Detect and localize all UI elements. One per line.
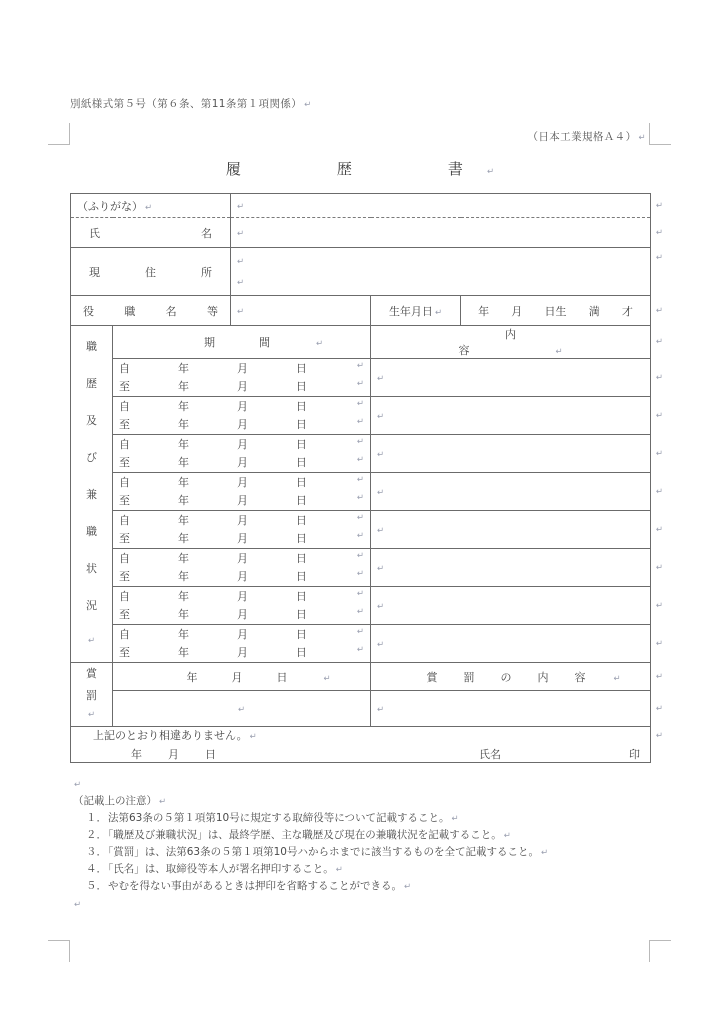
table-row-awards-header — [71, 663, 651, 691]
pilcrow-icon: ↵ — [145, 202, 153, 213]
table-row-career-entry — [71, 397, 651, 435]
pilcrow-icon: ↵ — [237, 257, 245, 267]
career-label-char-3: び — [86, 451, 97, 465]
career-content-cell[interactable] — [371, 511, 664, 549]
pilcrow-icon: ↵ — [377, 488, 385, 498]
pilcrow-icon: ↵ — [237, 229, 245, 239]
pilcrow-icon: ↵ — [87, 636, 96, 647]
note-text: やむを得ない事由があるときは押印を省略することができる。 — [108, 879, 402, 892]
awards-vertical-label — [77, 664, 106, 726]
career-content-header — [371, 326, 664, 359]
pilcrow-icon: ↵ — [655, 703, 664, 714]
birth-field-year: 年 — [478, 304, 490, 318]
notes-section — [70, 779, 650, 913]
pilcrow-icon: ↵ — [356, 475, 364, 486]
table-row-career-entry — [71, 587, 651, 625]
career-content-cell[interactable] — [371, 549, 664, 587]
document-reference-text: 別紙様式第５号（第６条、第11条第１項関係） — [70, 98, 303, 110]
signature-cell — [71, 727, 664, 763]
pilcrow-icon: ↵ — [356, 492, 364, 503]
birth-field-day: 日生 — [544, 304, 567, 318]
pilcrow-icon: ↵ — [335, 864, 343, 875]
career-vertical-label-cell — [71, 326, 113, 663]
career-period-cell[interactable] — [113, 587, 371, 625]
furigana-input-cell[interactable] — [231, 194, 664, 218]
pilcrow-icon: ↵ — [356, 416, 364, 427]
document-reference — [70, 96, 650, 111]
career-period-to: 至 年 月 日 ↵ — [119, 416, 364, 433]
notes-heading — [70, 793, 650, 810]
pilcrow-icon: ↵ — [356, 551, 364, 562]
page-title-text: 履 歴 書 — [225, 160, 485, 178]
pilcrow-icon: ↵ — [87, 710, 96, 721]
awards-content-cell[interactable] — [371, 691, 664, 727]
signature-month: 月 — [168, 748, 179, 761]
table-row-career-entry — [71, 473, 651, 511]
career-content-cell[interactable] — [371, 397, 664, 435]
list-item — [70, 878, 650, 895]
pilcrow-icon: ↵ — [655, 524, 664, 535]
pilcrow-icon: ↵ — [377, 374, 385, 384]
pilcrow-icon: ↵ — [555, 347, 563, 357]
pilcrow-icon: ↵ — [377, 412, 385, 422]
pilcrow-icon: ↵ — [356, 437, 364, 448]
list-item — [70, 861, 650, 878]
pilcrow-icon: ↵ — [655, 600, 664, 611]
pilcrow-icon: ↵ — [74, 780, 82, 790]
pilcrow-icon: ↵ — [486, 167, 517, 177]
crop-mark-bottom-right — [649, 940, 671, 962]
list-item — [70, 810, 650, 827]
table-row-address — [71, 248, 651, 296]
name-label — [77, 225, 224, 241]
awards-date-cell[interactable] — [113, 691, 371, 727]
table-row-career-entry — [71, 511, 651, 549]
table-row-career-entry — [71, 549, 651, 587]
career-period-to: 至 年 月 日 ↵ — [119, 644, 364, 661]
awards-date-header — [113, 663, 371, 691]
list-item — [70, 844, 650, 861]
awards-content-header-text: 賞罰の内容 — [426, 670, 612, 684]
table-row-career-entry — [71, 625, 651, 663]
career-content-cell[interactable] — [371, 359, 664, 397]
furigana-label: （ふりがな） — [77, 199, 143, 213]
pilcrow-icon: ↵ — [356, 513, 364, 524]
pilcrow-icon: ↵ — [356, 378, 364, 389]
position-label-char-0: 役 — [83, 304, 94, 318]
pilcrow-icon: ↵ — [356, 627, 364, 638]
career-period-from: 自 年 月 日 ↵ — [119, 626, 364, 643]
career-period-to: 至 年 月 日 ↵ — [119, 378, 364, 395]
position-label-char-3: 等 — [206, 304, 218, 318]
document-page — [70, 96, 664, 913]
career-period-cell[interactable] — [113, 511, 371, 549]
career-period-cell[interactable] — [113, 625, 371, 663]
signature-date-fields[interactable] — [131, 746, 216, 762]
pilcrow-icon: ↵ — [356, 644, 364, 655]
signature-statement — [77, 727, 644, 743]
pilcrow-icon: ↵ — [356, 606, 364, 617]
note-text: 法第63条の５第１項第10号に規定する取締役等について記載すること。 — [108, 811, 450, 824]
pilcrow-icon: ↵ — [404, 881, 412, 892]
career-period-to: 至 年 月 日 ↵ — [119, 454, 364, 471]
pilcrow-icon: ↵ — [377, 564, 385, 574]
address-label-char-0: 現 — [89, 265, 100, 279]
table-row-awards-entry — [71, 691, 651, 727]
pilcrow-icon: ↵ — [356, 568, 364, 579]
position-label-char-1: 職 — [124, 304, 136, 318]
career-label-char-1: 歴 — [86, 377, 97, 391]
name-input-cell[interactable] — [231, 218, 664, 248]
table-row-position-birth — [71, 296, 651, 326]
career-content-cell[interactable] — [371, 435, 664, 473]
career-label-char-0: 職 — [86, 340, 97, 354]
pilcrow-icon: ↵ — [237, 307, 245, 317]
career-period-header-text: 期間 — [203, 336, 314, 349]
career-content-cell[interactable] — [371, 473, 664, 511]
pilcrow-icon: ↵ — [655, 372, 664, 383]
pilcrow-icon: ↵ — [638, 133, 646, 143]
birthdate-label-cell — [371, 296, 461, 326]
birthdate-fields — [467, 303, 644, 319]
pilcrow-icon: ↵ — [655, 227, 664, 238]
note-number: ５． — [86, 879, 107, 892]
pilcrow-icon: ↵ — [655, 638, 664, 649]
career-label-char-2: 及 — [86, 414, 97, 428]
table-row-signature — [71, 727, 651, 763]
address-input-cell[interactable] — [231, 248, 664, 296]
address-label — [77, 264, 224, 280]
career-content-cell[interactable] — [371, 587, 664, 625]
pilcrow-icon: ↵ — [434, 307, 443, 318]
page-title — [70, 158, 650, 179]
pilcrow-icon: ↵ — [613, 673, 621, 684]
signature-name-label[interactable]: 氏名 — [479, 748, 502, 761]
pilcrow-icon: ↵ — [540, 847, 549, 858]
career-period-cell[interactable] — [113, 359, 371, 397]
address-label-cell — [71, 248, 231, 296]
pilcrow-icon: ↵ — [377, 705, 385, 715]
career-period-to: 至 年 月 日 ↵ — [119, 530, 364, 547]
table-row-career-header — [71, 326, 651, 359]
pilcrow-icon: ↵ — [323, 673, 331, 684]
pilcrow-icon: ↵ — [74, 899, 82, 910]
birthdate-input-cell[interactable] — [461, 296, 664, 326]
pilcrow-icon: ↵ — [655, 337, 664, 347]
table-row-career-entry — [71, 435, 651, 473]
position-label — [77, 303, 224, 319]
note-number: １． — [86, 811, 107, 824]
awards-vertical-label-cell — [71, 663, 113, 727]
awards-date-header-text: 年月日 — [186, 670, 322, 684]
pilcrow-icon: ↵ — [655, 731, 664, 742]
crop-mark-top-right — [649, 123, 671, 145]
crop-mark-top-left — [48, 123, 70, 145]
name-label-char-0: 氏 — [89, 226, 100, 240]
career-label-char-5: 職 — [86, 525, 97, 539]
career-vertical-label — [77, 329, 106, 659]
signature-seal-label[interactable]: 印 — [629, 748, 641, 761]
pilcrow-icon: ↵ — [377, 602, 385, 612]
notes-list — [70, 810, 650, 895]
address-label-char-2: 所 — [201, 265, 212, 279]
pilcrow-icon: ↵ — [655, 448, 664, 459]
career-period-to: 至 年 月 日 ↵ — [119, 606, 364, 623]
career-content-header-text: 内容 — [458, 328, 600, 357]
note-number: ４． — [86, 862, 107, 875]
pilcrow-icon: ↵ — [159, 796, 167, 807]
name-label-cell — [71, 218, 231, 248]
pilcrow-icon: ↵ — [503, 830, 511, 841]
career-label-char-6: 状 — [86, 562, 97, 576]
pilcrow-icon: ↵ — [249, 732, 257, 742]
pilcrow-icon: ↵ — [356, 589, 364, 600]
notes-heading-text: （記載上の注意） — [73, 794, 157, 807]
pilcrow-icon: ↵ — [304, 100, 312, 110]
resume-form-table — [70, 193, 664, 763]
position-label-char-2: 名 — [165, 304, 177, 318]
pilcrow-icon: ↵ — [356, 454, 364, 465]
career-period-from: 自 年 月 日 ↵ — [119, 398, 364, 415]
signature-statement-text: 上記のとおり相違ありません。 — [93, 729, 248, 742]
pilcrow-icon: ↵ — [356, 530, 364, 541]
name-label-char-1: 名 — [201, 226, 212, 240]
jis-standard — [70, 129, 650, 144]
table-row-name — [71, 218, 651, 248]
career-label-char-4: 兼 — [86, 488, 97, 502]
awards-content-header — [371, 663, 664, 691]
career-period-from: 自 年 月 日 ↵ — [119, 512, 364, 529]
pilcrow-icon: ↵ — [356, 399, 364, 410]
career-period-from: 自 年 月 日 ↵ — [119, 474, 364, 491]
note-text: 「職歴及び兼職状況」は、最終学歴、主な職歴及び現在の兼職状況を記載すること。 — [108, 828, 502, 841]
birth-field-age: 才 — [621, 304, 633, 318]
pilcrow-icon: ↵ — [315, 339, 324, 349]
career-period-from: 自 年 月 日 ↵ — [119, 588, 364, 605]
signature-fields — [77, 746, 644, 762]
pilcrow-icon: ↵ — [237, 277, 245, 288]
pilcrow-icon: ↵ — [356, 361, 364, 372]
career-period-from: 自 年 月 日 ↵ — [119, 550, 364, 567]
career-label-char-7: 況 — [86, 599, 97, 613]
career-content-cell[interactable] — [371, 625, 664, 663]
pilcrow-icon: ↵ — [377, 526, 385, 536]
note-number: ２． — [86, 828, 107, 841]
note-number: ３． — [86, 845, 107, 858]
table-row-career-entry — [71, 359, 651, 397]
pilcrow-icon: ↵ — [655, 562, 664, 573]
awards-label-char-1: 罰 — [86, 688, 97, 702]
pilcrow-icon: ↵ — [377, 640, 385, 650]
pilcrow-icon: ↵ — [655, 200, 664, 211]
career-period-to: 至 年 月 日 ↵ — [119, 492, 364, 509]
crop-mark-bottom-left — [48, 940, 70, 962]
pilcrow-icon: ↵ — [655, 486, 664, 497]
signature-year: 年 — [131, 748, 142, 761]
furigana-label-cell — [71, 194, 231, 218]
note-text: 「氏名」は、取締役等本人が署名押印すること。 — [108, 862, 334, 875]
career-period-header — [113, 326, 371, 359]
pilcrow-icon: ↵ — [237, 705, 246, 715]
pilcrow-icon: ↵ — [451, 813, 459, 824]
position-label-cell — [71, 296, 231, 326]
career-period-cell[interactable] — [113, 473, 371, 511]
career-period-cell[interactable] — [113, 435, 371, 473]
career-period-from: 自 年 月 日 ↵ — [119, 436, 364, 453]
pilcrow-icon: ↵ — [655, 410, 664, 421]
birth-field-month: 月 — [511, 304, 523, 318]
awards-label-char-0: 賞 — [86, 667, 97, 681]
birthdate-label: 生年月日 — [388, 304, 433, 318]
table-row-furigana — [71, 194, 651, 218]
pilcrow-icon: ↵ — [655, 671, 664, 682]
position-input-cell[interactable] — [231, 296, 371, 326]
note-text: 「賞罰」は、法第63条の５第１項第10号ハからホまでに該当するものを全て記載すること。 — [108, 845, 539, 858]
career-period-to: 至 年 月 日 ↵ — [119, 568, 364, 585]
pilcrow-icon: ↵ — [237, 202, 245, 212]
pilcrow-icon: ↵ — [377, 450, 385, 460]
pilcrow-icon: ↵ — [655, 253, 664, 264]
career-period-cell[interactable] — [113, 549, 371, 587]
birth-field-full: 満 — [588, 304, 600, 318]
pilcrow-icon: ↵ — [655, 305, 664, 316]
career-period-cell[interactable] — [113, 397, 371, 435]
signature-day: 日 — [205, 748, 216, 761]
jis-standard-text: （日本工業規格Ａ４） — [527, 131, 637, 143]
address-label-char-1: 住 — [145, 265, 156, 279]
list-item — [70, 827, 650, 844]
career-period-from: 自 年 月 日 ↵ — [119, 360, 364, 377]
